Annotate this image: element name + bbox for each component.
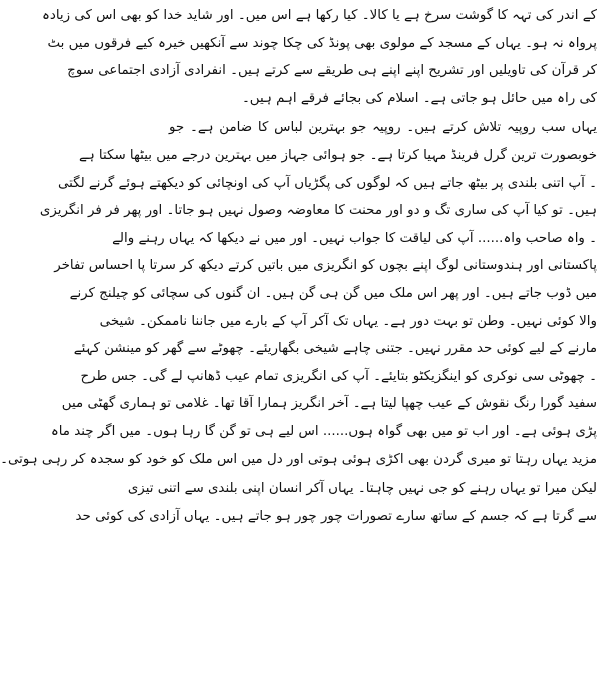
text-line: خوبصورت ترین گرل فرینڈ مہیا کرتا ہے۔ جو ہوائی جہاز میں بہترین درجے میں بیٹھا سکتا ہے <box>78 147 597 163</box>
text-line: سفید گورا رنگ نقوش کے عیب چھپا لیتا ہے۔ آخر انگریز ہمارا آقا تھا۔ غلامی تو ہماری گھٹی میں <box>61 396 597 412</box>
text-line: پرواہ نہ ہو۔ یہاں کے مسجد کے مولوی بھی پونڈ کی چکا چوند سے آنکھیں خیرہ کیے فرقوں میں بٹ <box>47 35 597 51</box>
text-line: یہاں سب روپیہ تلاش کرتے ہیں۔ روپیہ جو بہترین لباس کا ضامن ہے۔ جو <box>169 120 597 136</box>
paragraph-2 <box>0 114 597 473</box>
text-line: کی راہ میں حائل ہو جاتی ہے۔ اسلام کی بجائے فرقے اہم ہیں۔ <box>241 90 597 106</box>
text-line: والا کوئی نہیں۔ وطن تو بہت دور ہے۔ یہاں تک آکر آپ کے بارے میں جاننا ناممکن۔ شیخی <box>99 313 597 329</box>
text-line: پاکستانی اور ہندوستانی لوگ اپنے بچوں کو انگریزی میں باتیں کرتے دیکھ کر سرتا پا احساس تفاخر <box>54 258 597 274</box>
text-line: مارنے کے لیے کوئی حد مقرر نہیں۔ جتنی چاہے شیخی بگھاریئے۔ چھوٹے سے گھر کو مینشن کہئے <box>73 341 597 357</box>
paragraph-1 <box>42 2 597 112</box>
text-line: ہیں۔ تو کیا آپ کی ساری تگ و دو اور محنت کا معاوضہ وصول نہیں ہو جاتا۔ اور پھر فر فر انگریزی <box>39 203 597 219</box>
text-line: ۔ واہ صاحب واہ...... آپ کی لیاقت کا جواب نہیں۔ اور میں نے دیکھا کہ یہاں رہنے والے <box>112 230 597 246</box>
text-line: ۔ آپ اتنی بلندی پر بیٹھ جاتے ہیں کہ لوگوں کی پگڑیاں آپ کی اونچائی کو دیکھتے ہوئے گرنے لگتی <box>57 175 597 191</box>
paragraph-3 <box>75 475 597 530</box>
text-line: سے گرتا ہے کہ جسم کے ساتھ سارے تصورات چور چور ہو جاتے ہیں۔ یہاں آزادی کی کوئی حد <box>75 508 597 524</box>
text-line: پڑی ہوئی ہے۔ اور اب تو میں بھی گواہ ہوں...... اس لیے ہی تو گن گا رہا ہوں۔ میں اگر چند ماہ <box>50 423 597 439</box>
text-line: کر قرآن کی تاویلیں اور تشریح اپنے اپنے ہی طریقے سے کرتے ہیں۔ انفرادی آزادی اجتماعی سوچ <box>67 63 597 79</box>
text-line: کے اندر کی تہہ کا گوشت سرخ ہے یا کالا۔ کیا رکھا ہے اس میں۔ اور شاید خدا کو بھی اس کی زیادہ <box>42 8 597 23</box>
text-line: لیکن میرا تو یہاں رہنے کو جی نہیں چاہتا۔ یہاں آکر انسان اپنی بلندی سے اتنی تیزی <box>127 481 597 497</box>
text-line: ۔ چھوٹی سی نوکری کو اینگزیکٹو بتایئے۔ آپ کی انگریزی تمام عیب ڈھانپ لے گی۔ جس طرح <box>80 368 597 384</box>
text-line: میں ڈوب جاتے ہیں۔ اور پھر اس ملک میں گن ہی گن ہیں۔ ان گنوں کی سچائی کو چیلنج کرنے <box>69 285 597 301</box>
text-line: مزید یہاں رہتا تو میری گردن بھی اکڑی ہوئی ہوتی اور دل میں اس ملک کو خود کو سجدہ کر رہی ہوتی۔ <box>0 451 597 467</box>
